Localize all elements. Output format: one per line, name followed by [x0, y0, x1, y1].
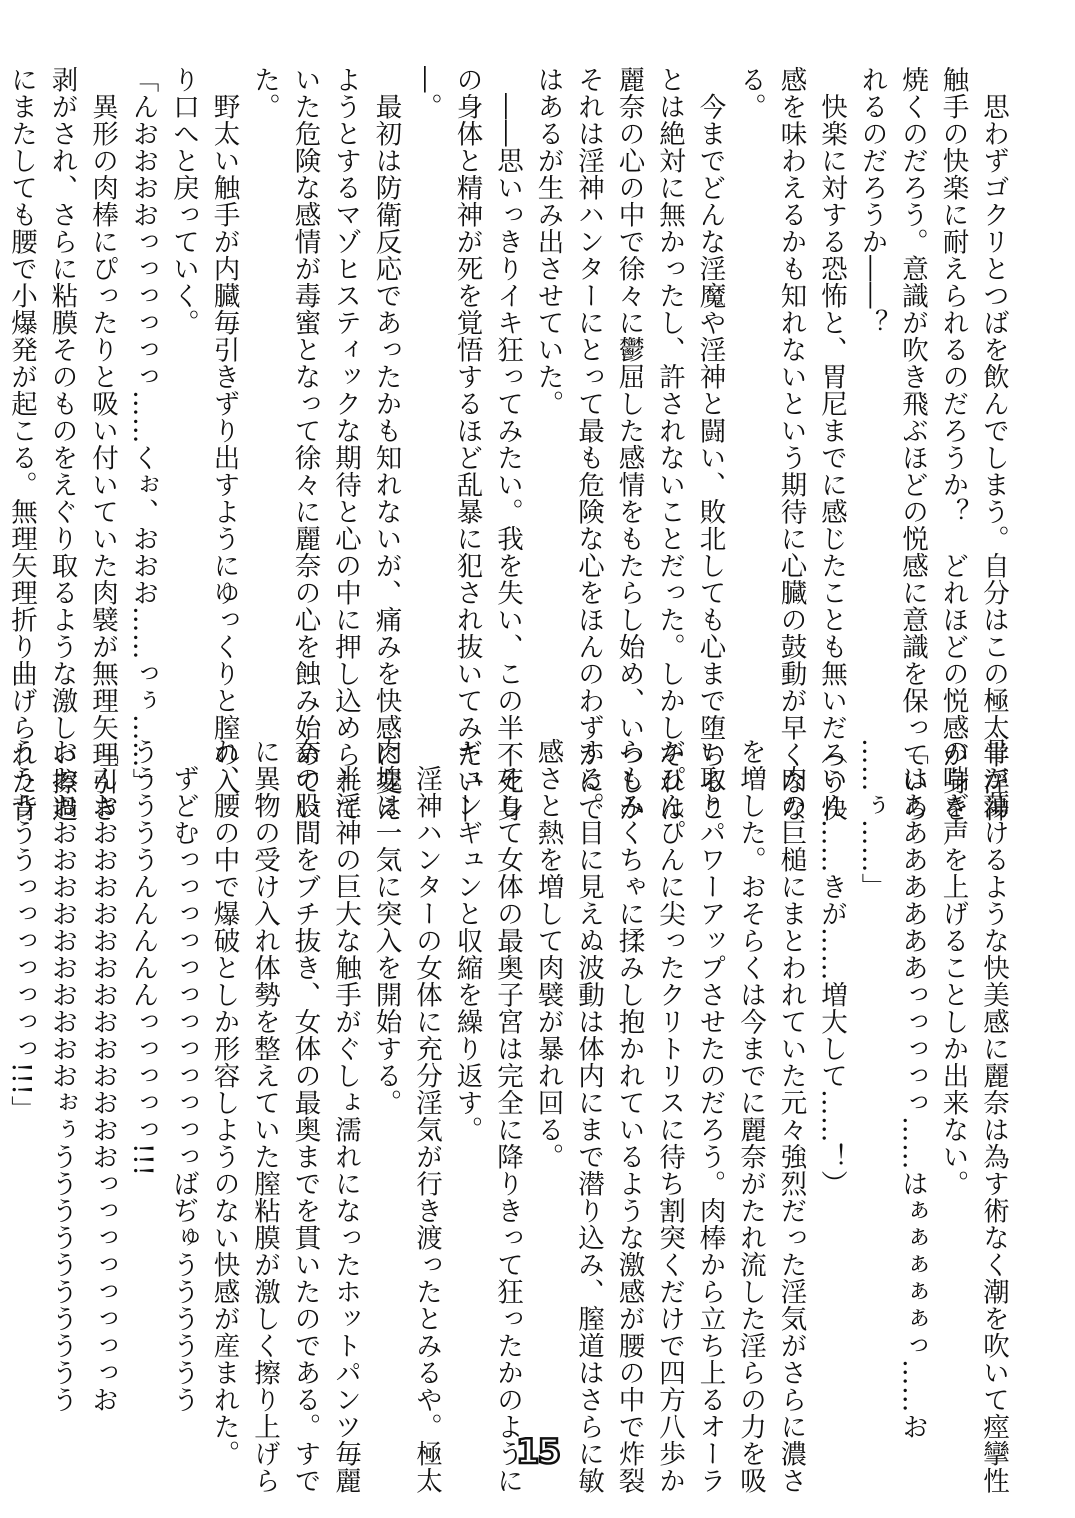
page-number: 15 [515, 1432, 560, 1472]
text-column: の喘ぎ声を上げることしか出来ない。 [937, 738, 969, 1197]
text-column: 淫神ハンターの女体に充分淫気が行き渡ったとみるや。極太 [411, 738, 442, 1494]
text-column: 今までどんな淫魔や淫神と闘い、敗北しても心まで堕ちるこ [694, 66, 726, 822]
text-column: 思わずゴクリとつばを飲んでしまう。自分はこの極太半淫神 [978, 66, 1009, 822]
text-column: （いん……きが……増大して……！） [816, 738, 847, 1197]
text-column: うううううっっっっっっっ!!!」 [6, 738, 37, 1123]
text-column: 肉の巨槌にまとわれていた元々強烈だった淫気がさらに濃さ [775, 738, 807, 1494]
text-column: それは淫神ハンターにとって最も危険な心をほんのわずかにで [573, 66, 604, 822]
text-column: がぴんぴんに尖ったクリトリスに待ち割突くだけで四方八歩か [654, 738, 685, 1494]
text-column: 麗奈の心の中で徐々に鬱屈した感情をもたらし始め、いつしか [613, 66, 645, 822]
text-column: い取りパワーアップさせたのだろう。肉棒から立ち上るオーラ [694, 738, 726, 1494]
text-column: ―。 [411, 66, 442, 120]
text-column: そして女体の最奥子宮は完全に降りきって狂ったかのように [492, 738, 523, 1494]
text-column: 野太い触手が内臓毎引きずり出すようにゆっくりと膣の入 [208, 66, 240, 795]
text-column: ――思いっきりイキ狂ってみたい。我を失い、この半不死身 [492, 66, 523, 822]
text-column: はあるが生み出させていた。 [532, 66, 564, 417]
text-column: れ、腰の中で爆破としか形容しようのない快感が産まれた。 [208, 738, 240, 1467]
text-column: 奈の股間をブチ抜き、女体の最奥までを貫いたのである。すで [289, 738, 321, 1494]
text-column: 感を味わえるかも知れないという期待に心臓の鼓動が早くなな [775, 66, 807, 822]
text-column: 焼くのだろう。意識が吹き飛ぶほどの悦感に意識を保っていら [897, 66, 928, 822]
text-column: 剥がされ、さらに粘膜そのものをえぐり取るような激しい擦過 [46, 66, 78, 822]
text-column: うううううんんんんんっっっっっ!!! [127, 738, 159, 1177]
text-column: 「はあああああああっっっっっ……はぁぁぁぁぁっ……お [897, 738, 928, 1440]
text-column: にまたしても腰で小爆発が起こる。無理矢理折り曲げられた背 [6, 66, 37, 822]
text-column: 最初は防衛反応であったかも知れないが、痛みを快感に変え [370, 66, 402, 822]
text-column: れるのだろうか――？ [856, 66, 888, 336]
text-column: ずどむっっっっっっっっっっっっばぢゅうううううう [168, 738, 199, 1413]
text-column: ……ぅ……」 [856, 738, 888, 900]
text-column: 半淫神の巨大な触手がぐしょ濡れになったホットパンツ毎麗 [330, 738, 361, 1494]
text-column: 「んおおおおおおおおおおおおおおっっっっっっっっお [87, 738, 118, 1413]
text-column: ギュンギュンと収縮を繰り返す。 [451, 738, 483, 1143]
text-column: 触手の快楽に耐えられるのだろうか？ どれほどの悦感が身を [937, 66, 969, 822]
text-column: を増した。おそらくは今までに麗奈がたれ流した淫らの力を吸 [735, 738, 766, 1494]
text-column: いた危険な感情が毒蜜となって徐々に麗奈の心を蝕み始めてい [289, 66, 321, 822]
text-column: らもみくちゃに揉みし抱かれているような激感が腰の中で炸裂 [613, 738, 645, 1494]
text-column: る。 [735, 66, 766, 120]
text-column: 骨が蕩けるような快美感に麗奈は為す術なく潮を吹いて痙攣性 [978, 738, 1009, 1494]
text-column: た。 [249, 66, 280, 120]
text-column: り口へと戻っていく。 [168, 66, 199, 336]
text-column: おおおおおおおおおおおおおぉぅうううううううううう [46, 738, 78, 1413]
text-column: 肉塊は一気に突入を開始する。 [370, 738, 402, 1116]
text-column: 「んおおおおっっっっっっ……くぉ、おおお……っぅ……」 [127, 66, 159, 795]
text-column: 快楽に対する恐怖と、胃尼までに感じたことも無いだろう快 [816, 66, 847, 822]
text-column: 異形の肉棒にぴったりと吸い付いていた肉襞が無理矢理引き [87, 66, 118, 822]
text-column: ようとするマゾヒスティックな期待と心の中に押し込められて [330, 66, 361, 822]
text-column: する。目に見えぬ波動は体内にまで潜り込み、膣道はさらに敏 [573, 738, 604, 1494]
text-column: とは絶対に無かったし、許されないことだった。しかしそれは [654, 66, 685, 822]
upper-text-block [6, 66, 1013, 822]
text-column: に異物の受け入れ体勢を整えていた膣粘膜が激しく擦り上げら [249, 738, 280, 1494]
text-column: 感さと熱を増して肉襞が暴れ回る。 [532, 738, 564, 1170]
text-column: の身体と精神が死を覚悟するほど乱暴に犯され抜いてみたい― [451, 66, 483, 822]
